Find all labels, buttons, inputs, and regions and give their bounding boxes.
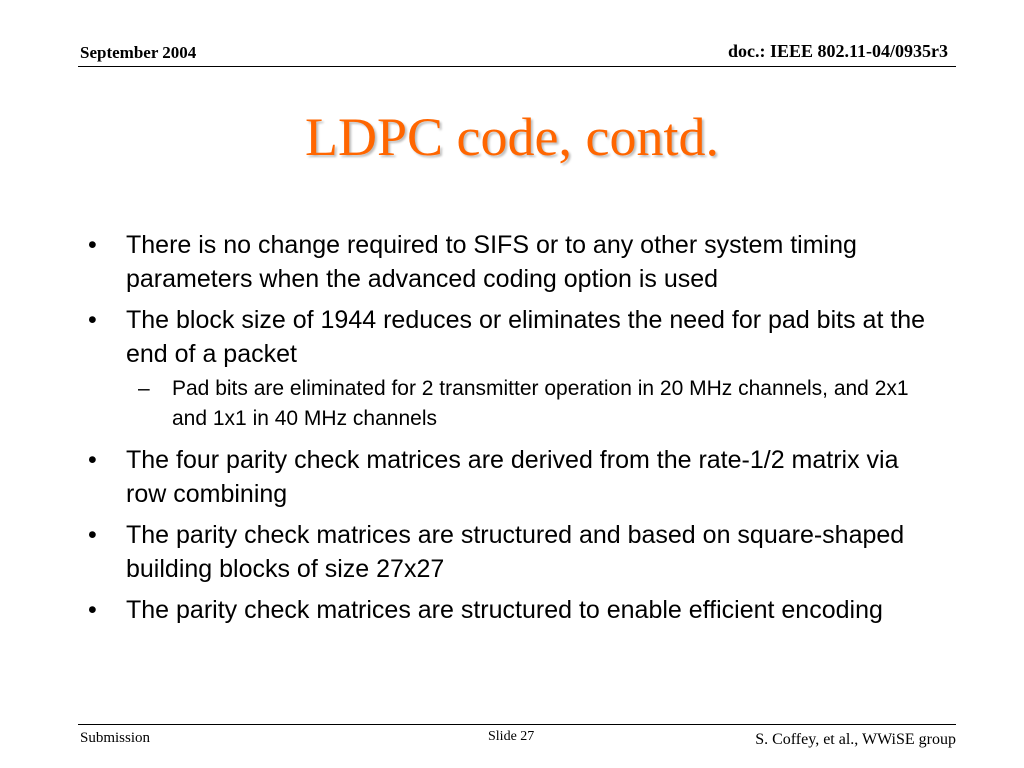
bullet-item	[88, 303, 938, 371]
bullet-mark: •	[88, 596, 97, 624]
bullet-mark: •	[88, 521, 97, 549]
bullet-text: The parity check matrices are structured to enable efficient encoding	[126, 596, 883, 624]
header-doc-id: doc.: IEEE 802.11-04/0935r3	[727, 41, 948, 61]
bullet-text: The block size of 1944 reduces or eliminates the need for pad bits at the end of a packet	[126, 306, 926, 368]
slide-body	[88, 228, 938, 634]
sub-bullet-text: Pad bits are eliminated for 2 transmitter operation in 20 MHz channels, and 2x1 and 1x1 in 40 MHz channels	[172, 377, 909, 430]
bullet-item	[88, 518, 938, 586]
bullet-item	[88, 228, 938, 296]
footer-rule	[78, 724, 956, 725]
bullet-mark: •	[88, 446, 97, 474]
bullet-text: The four parity check matrices are derived from the rate-1/2 matrix via row combining	[126, 446, 899, 508]
footer-submission: Submission	[80, 730, 151, 746]
bullet-item	[88, 593, 938, 627]
header-rule	[78, 66, 956, 67]
bullet-text: The parity check matrices are structured and based on square-shaped building blocks of size 27x27	[126, 521, 905, 583]
footer-slide-number: Slide 27	[488, 729, 535, 744]
bullet-text: There is no change required to SIFS or to any other system timing parameters when the advanced coding option is used	[126, 231, 857, 293]
bullet-mark: •	[88, 231, 97, 259]
sub-bullet-mark: –	[138, 377, 150, 400]
footer-authors: S. Coffey, et al., WWiSE group	[755, 731, 956, 748]
sub-bullet-item	[88, 374, 938, 434]
header-date: September 2004	[80, 43, 197, 62]
bullet-mark: •	[88, 306, 97, 334]
slide-title: LDPC code, contd.	[305, 107, 719, 167]
bullet-item	[88, 443, 938, 511]
